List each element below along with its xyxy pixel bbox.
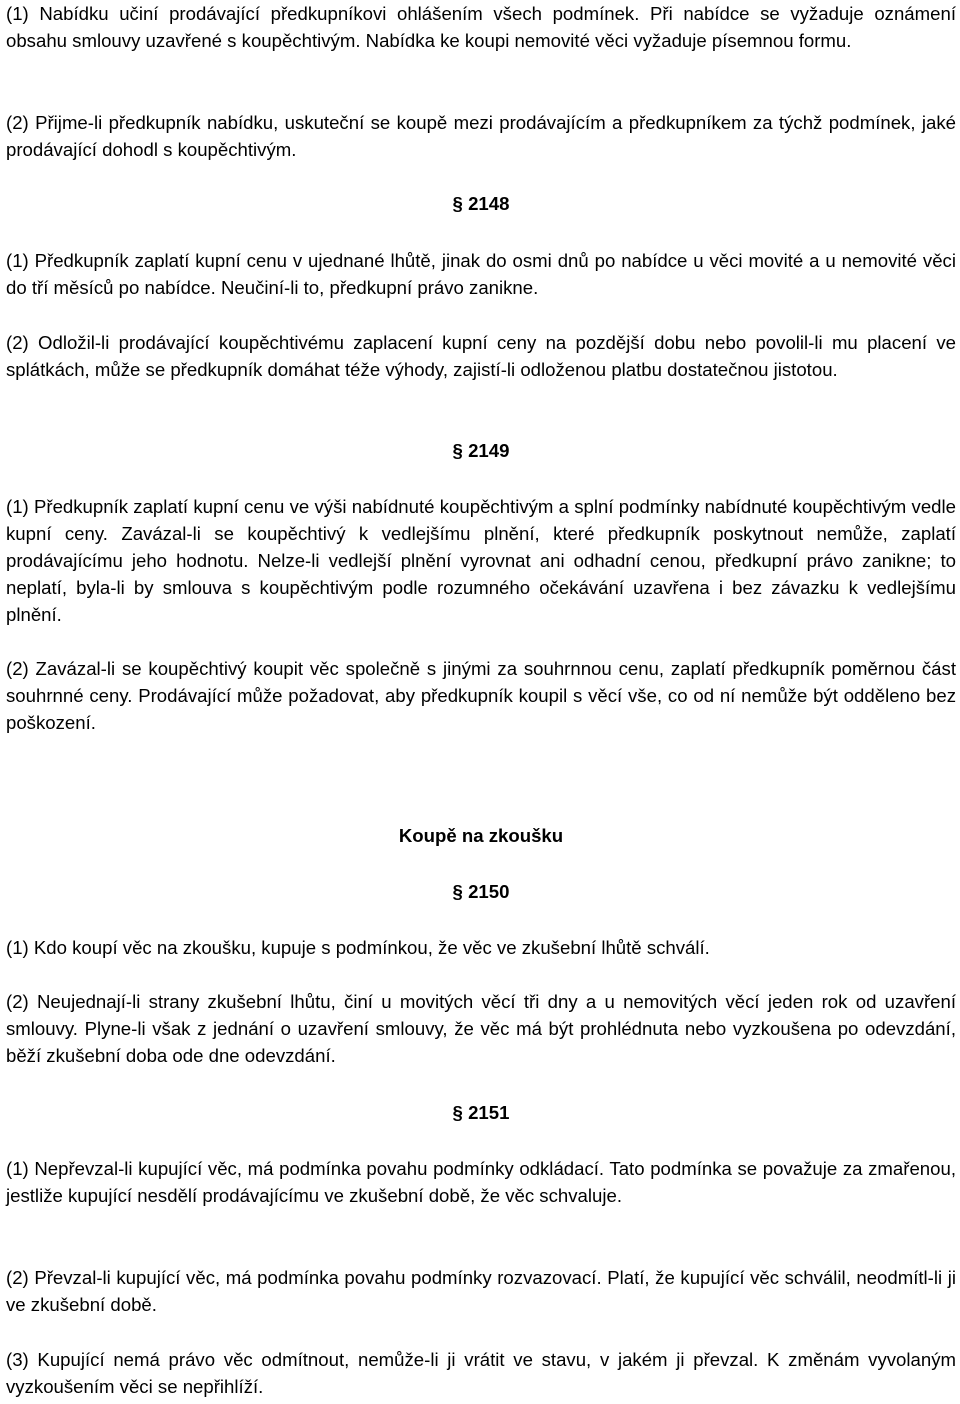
section-number: 2150	[468, 881, 510, 902]
paragraph-text: (2) Přijme-li předkupník nabídku, uskuteční se koupě mezi prodávajícím a předkupníkem za týchž podmínek, jaké prodávající dohodl s koupěchtivým.	[6, 112, 956, 160]
paragraph-block	[6, 493, 956, 628]
paragraph-block	[6, 1155, 956, 1209]
section-sign-icon: §	[452, 193, 463, 214]
paragraph-text: (1) Kdo koupí věc na zkoušku, kupuje s podmínkou, že věc ve zkušební lhůtě schválí.	[6, 937, 710, 958]
paragraph-text: (2) Neujednají-li strany zkušební lhůtu, činí u movitých věcí tři dny a u nemovitých věcí jeden rok od uzavření smlouvy. Plyne-li však z jednání o uzavření smlouvy, že věc má být prohlédnuta nebo vyzkoušena po odevzdání, běží zkušební doba ode dne odevzdání.	[6, 991, 956, 1066]
paragraph-block	[6, 109, 956, 163]
paragraph-block	[6, 934, 956, 961]
section-number: 2149	[468, 440, 510, 461]
paragraph-block	[6, 0, 956, 54]
paragraph-text: (1) Předkupník zaplatí kupní cenu v ujednané lhůtě, jinak do osmi dnů po nabídce u věci movité a u nemovité věci do tří měsíců po nabídce. Neučiní-li to, předkupní právo zanikne.	[6, 250, 956, 298]
paragraph-block	[6, 1264, 956, 1318]
paragraph-block	[6, 655, 956, 736]
paragraph-block	[6, 247, 956, 301]
paragraph-block	[6, 329, 956, 383]
paragraph-text: (2) Převzal-li kupující věc, má podmínka povahu podmínky rozvazovací. Platí, že kupující věc schválil, neodmítl-li ji ve zkušební době.	[6, 1267, 956, 1315]
paragraph-text: (2) Odložil-li prodávající koupěchtivému zaplacení kupní ceny na pozdější dobu nebo povolil-li mu placení ve splátkách, může se předkupník domáhat téže výhody, zajistí-li odloženou platbu dostatečnou jistotou.	[6, 332, 956, 380]
section-heading-2150	[6, 878, 956, 905]
section-heading-2148	[6, 190, 956, 217]
paragraph-block	[6, 988, 956, 1069]
section-number: 2151	[468, 1102, 510, 1123]
section-heading-2149	[6, 437, 956, 464]
paragraph-text: (1) Předkupník zaplatí kupní cenu ve výši nabídnuté koupěchtivým a splní podmínky nabídnuté koupěchtivým vedle kupní ceny. Zavázal-li se koupěchtivý k vedlejšímu plnění, které předkupník poskytnout nemůže, zaplatí prodávajícímu jeho hodnotu. Nelze-li vedlejší plnění vyrovnat ani odhadní cenou, předkupní právo zanikne; to neplatí, byla-li by smlouva s koupěchtivým podle rozumného očekávání uzavřena i bez závazku k vedlejšímu plnění.	[6, 496, 956, 625]
section-title: Koupě na zkoušku	[398, 825, 564, 846]
paragraph-block	[6, 1346, 956, 1400]
section-number: 2148	[468, 193, 510, 214]
paragraph-text: (1) Nabídku učiní prodávající předkupníkovi ohlášením všech podmínek. Při nabídce se vyžaduje oznámení obsahu smlouvy uzavřené s koupěchtivým. Nabídka ke koupi nemovité věci vyžaduje písemnou formu.	[6, 3, 956, 51]
section-heading-2151	[6, 1099, 956, 1126]
section-sign-icon: §	[452, 440, 463, 461]
section-sign-icon: §	[452, 881, 463, 902]
paragraph-text: (1) Nepřevzal-li kupující věc, má podmínka povahu podmínky odkládací. Tato podmínka se považuje za zmařenou, jestliže kupující nesdělí prodávajícímu ve zkušební době, že věc schvaluje.	[6, 1158, 956, 1206]
paragraph-text: (3) Kupující nemá právo věc odmítnout, nemůže-li ji vrátit ve stavu, v jakém ji převzal. K změnám vyvolaným vyzkoušením věci se nepřihlíží.	[6, 1349, 956, 1397]
section-sign-icon: §	[452, 1102, 463, 1123]
paragraph-text: (2) Zavázal-li se koupěchtivý koupit věc společně s jinými za souhrnnou cenu, zaplatí předkupník poměrnou část souhrnné ceny. Prodávající může požadovat, aby předkupník koupil s věcí vše, co od ní nemůže být odděleno bez poškození.	[6, 658, 956, 733]
